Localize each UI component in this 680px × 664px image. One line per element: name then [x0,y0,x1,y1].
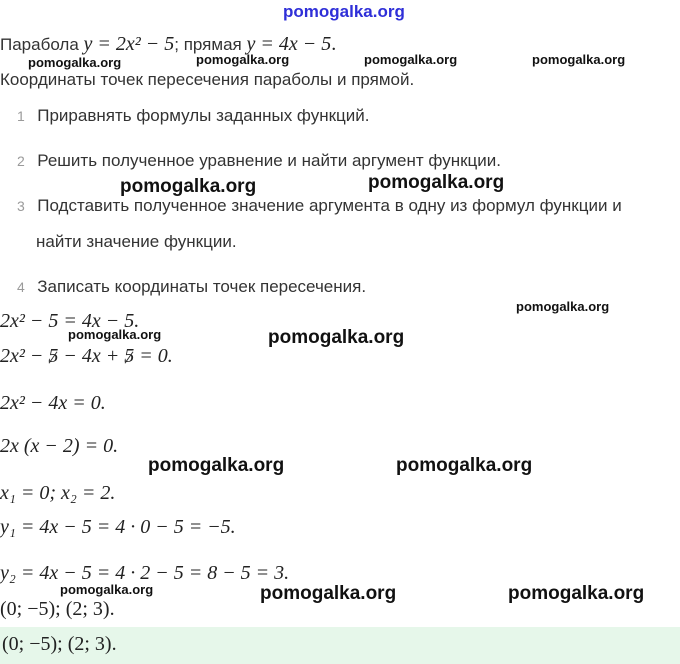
cancelled-term: 5 [48,345,59,367]
answer-text: (0; −5); (2; 3). [2,633,117,655]
equation-7: y₂ = 4x − 5 = 4 · 2 − 5 = 8 − 5 = 3. [0,562,290,584]
watermark-large: pomogalka.org [396,455,533,476]
equation-8: (0; −5); (2; 3). [0,598,115,620]
cancelled-term: 5 [124,345,135,367]
step-item [17,196,622,216]
step-text: Приравнять формулы заданных функций. [37,106,370,125]
watermark-large: pomogalka.org [268,327,405,348]
equation-2 [0,345,173,368]
step-text: Подставить полученное значение аргумента в одну из формул функции и [37,196,622,215]
step-number: 1 [17,108,25,124]
step-item [17,106,370,126]
watermark-large: pomogalka.org [120,176,257,197]
watermark-small: pomogalka.org [68,327,162,342]
watermark-small: pomogalka.org [28,55,122,70]
step-text: Решить полученное уравнение и найти аргумент функции. [37,151,501,170]
equation-3: 2x² − 4x = 0. [0,392,106,414]
watermark-large: pomogalka.org [260,583,397,604]
parabola-equation: y = 2x² − 5 [83,33,175,55]
step-text-continued: найти значение функции. [36,232,237,251]
step-item [17,277,366,297]
problem-line-2: Координаты точек пересечения параболы и прямой. [0,70,415,89]
eq2-part: − 4x + [58,345,125,367]
eq2-part: = 0. [134,345,173,367]
watermark-top: pomogalka.org [283,2,405,21]
watermark-large: pomogalka.org [508,583,645,604]
watermark-large: pomogalka.org [368,172,505,193]
eq2-part: 2x² − [0,345,49,367]
equation-5: x₁ = 0; x₂ = 2. [0,482,116,504]
watermark-small: pomogalka.org [196,52,290,67]
watermark-small: pomogalka.org [532,52,626,67]
watermark-small: pomogalka.org [60,582,154,597]
step-number: 4 [17,279,25,295]
equation-6: y₁ = 4x − 5 = 4 · 0 − 5 = −5. [0,516,236,538]
watermark-large: pomogalka.org [148,455,285,476]
equation-4: 2x (x − 2) = 0. [0,435,119,457]
problem-mid: ; прямая [174,35,242,54]
problem-prefix: Парабола [0,35,79,54]
step-item [17,151,501,171]
line-equation: y = 4x − 5 [246,33,332,55]
step-number: 3 [17,198,25,214]
step-number: 2 [17,153,25,169]
watermark-small: pomogalka.org [516,299,610,314]
answer-box [0,627,680,664]
problem-end: . [331,33,337,55]
watermark-small: pomogalka.org [364,52,458,67]
equation-1: 2x² − 5 = 4x − 5. [0,310,140,332]
step-text: Записать координаты точек пересечения. [37,277,367,296]
